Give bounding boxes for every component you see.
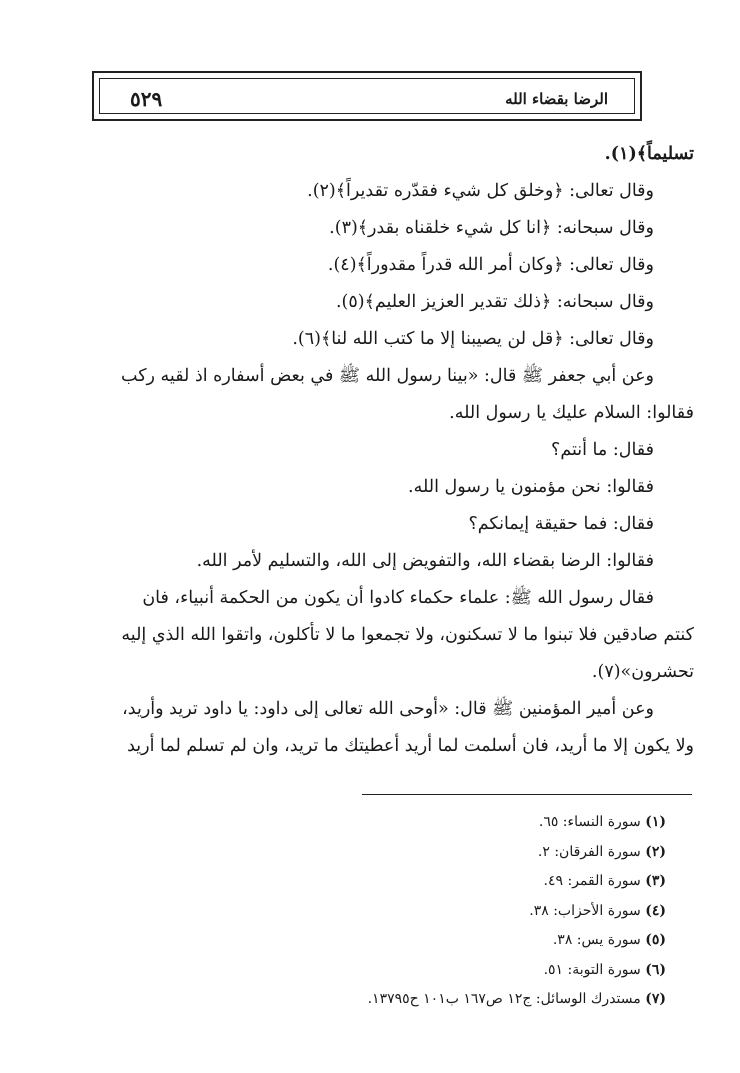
text-line: وقال سبحانه: ﴿ذلك تقدير العزيز العليم﴾(٥). [335, 292, 654, 312]
header-inner-border [99, 78, 635, 114]
text-line: فقالوا: السلام عليك يا رسول الله. [449, 403, 694, 423]
footnote-number: (٣) [645, 873, 666, 889]
main-text [62, 136, 694, 765]
text-line: فقال: ما أنتم؟ [551, 440, 654, 460]
page-number: ٥٢٩ [130, 87, 163, 111]
footnote-number: (٤) [645, 902, 666, 919]
footnote-text: سورة النساء: ٦٥. [538, 814, 641, 830]
text-line: تحشرون»(٧). [591, 662, 694, 682]
footnote [200, 867, 666, 897]
footnote-text: سورة الأحزاب: ٣٨. [529, 902, 641, 919]
footnote-number: (٢) [645, 843, 666, 860]
footnote [200, 897, 666, 927]
text-line: وقال تعالى: ﴿قل لن يصيبنا إلا ما كتب الله لنا﴾(٦). [292, 329, 654, 349]
footnote-number: (٥) [645, 932, 666, 948]
page-header [92, 71, 642, 121]
text-line: فقالوا: نحن مؤمنون يا رسول الله. [408, 477, 654, 497]
footnotes [200, 808, 666, 1015]
footnote-divider [362, 794, 692, 795]
footnote-text: سورة التوبة: ٥١. [543, 961, 641, 978]
text-line: وعن أبي جعفر ﷺ قال: «بينا رسول الله ﷺ في بعض أسفاره اذ لقيه ركب [121, 366, 654, 386]
footnote [200, 985, 666, 1015]
footnote [200, 838, 666, 868]
footnote-text: سورة يس: ٣٨. [552, 932, 641, 948]
text-line: ولا يكون إلا ما أريد، فان أسلمت لما أريد أعطيتك ما تريد، وان لم تسلم لما أريد [127, 736, 694, 756]
footnote-number: (٧) [645, 991, 666, 1007]
footnote-text: مستدرك الوسائل: ج١٢ ص١٦٧ ب١٠١ ح١٣٧٩٥. [367, 991, 641, 1007]
running-title: الرضا بقضاء الله [505, 90, 608, 108]
text-line: وقال تعالى: ﴿وخلق كل شيء فقدّره تقديراً﴾(٢). [307, 181, 654, 201]
text-line: تسليماً﴾(١). [604, 144, 694, 164]
footnote-text: سورة الفرقان: ٢. [537, 843, 641, 860]
footnote-number: (١) [645, 814, 666, 830]
text-line: وقال تعالى: ﴿وكان أمر الله قدراً مقدوراً﴾(٤). [327, 255, 654, 275]
text-line: فقالوا: الرضا بقضاء الله، والتفويض إلى الله، والتسليم لأمر الله. [196, 551, 654, 571]
text-line: كنتم صادقين فلا تبنوا ما لا تسكنون، ولا تجمعوا ما لا تأكلون، واتقوا الله الذي إليه [121, 625, 694, 645]
footnote-text: سورة القمر: ٤٩. [543, 873, 641, 889]
text-line: فقال رسول الله ﷺ: علماء حكماء كادوا أن يكون من الحكمة أنبياء، فان [142, 588, 654, 608]
footnote [200, 956, 666, 986]
text-line: فقال: فما حقيقة إيمانكم؟ [468, 514, 654, 534]
footnote [200, 926, 666, 956]
text-line: وعن أمير المؤمنين ﷺ قال: «أوحى الله تعالى إلى داود: يا داود تريد وأريد، [122, 699, 654, 719]
footnote-number: (٦) [645, 961, 666, 978]
text-line: وقال سبحانه: ﴿انا كل شيء خلقناه بقدر﴾(٣). [329, 218, 654, 238]
footnote [200, 808, 666, 838]
